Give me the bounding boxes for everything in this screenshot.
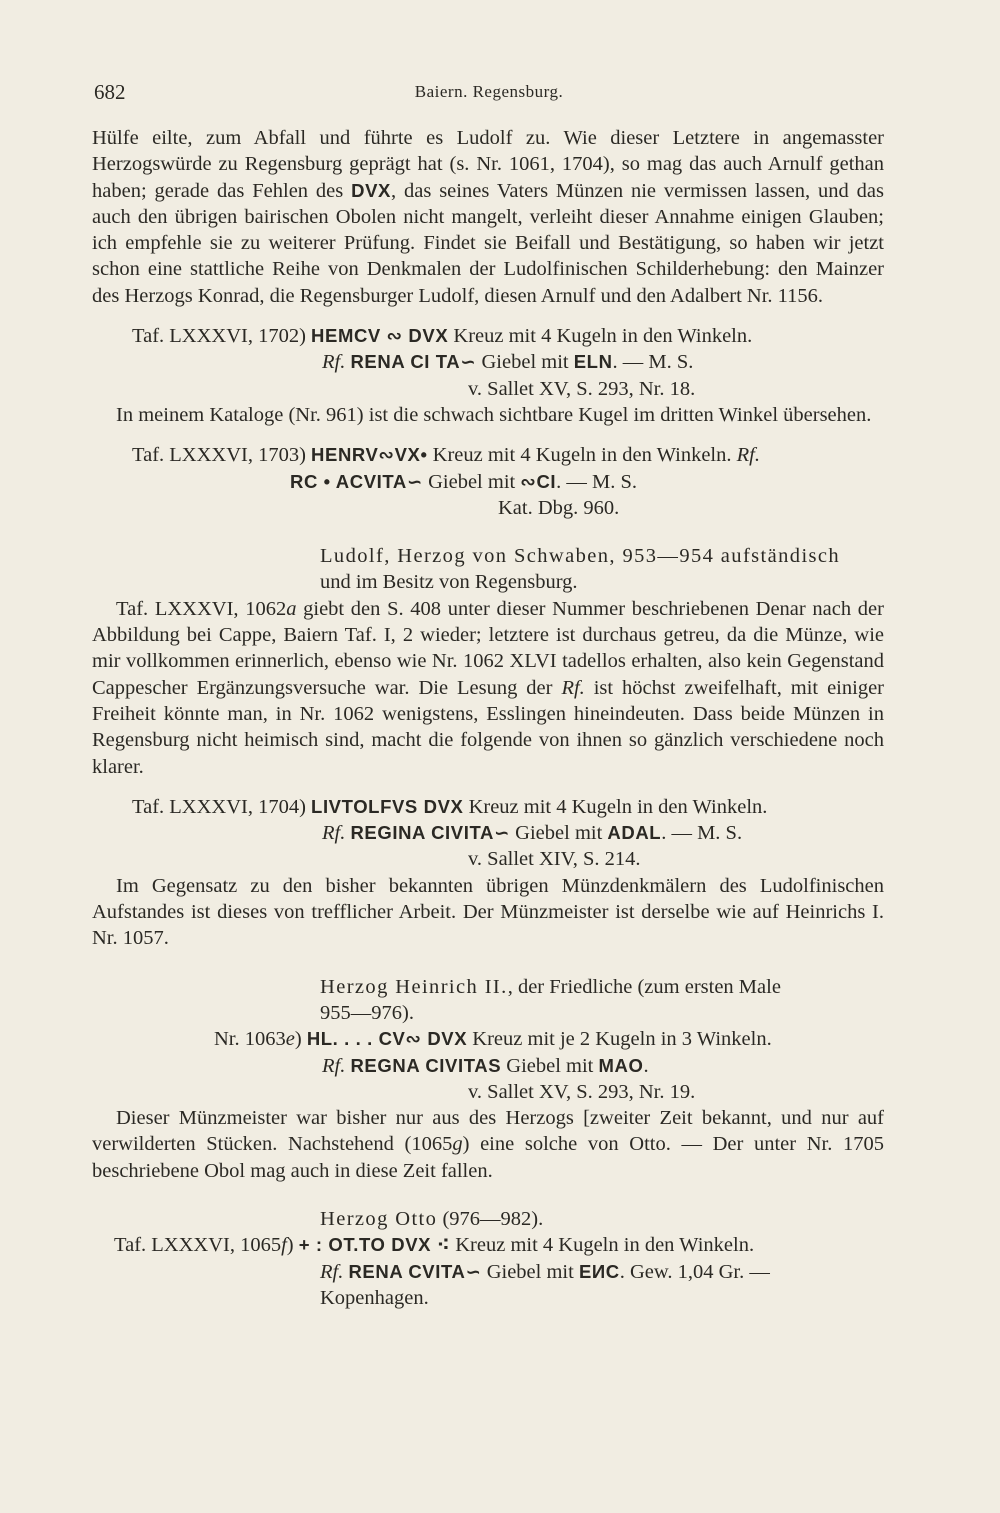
text: Giebel mit xyxy=(476,351,574,374)
source-reference: Kat. Dbg. 960. xyxy=(498,496,620,519)
entry-line xyxy=(92,820,884,846)
entry-line xyxy=(92,469,884,495)
section-heading xyxy=(92,1206,884,1232)
entry-1703 xyxy=(92,442,884,521)
entry-line xyxy=(92,323,884,349)
text: ) xyxy=(286,1234,294,1257)
heading-heinrich xyxy=(92,974,884,1027)
reverse-legend: ∾CI xyxy=(520,470,557,492)
text: e xyxy=(285,1028,295,1051)
text: . — M. S. xyxy=(556,470,638,493)
section-heading: Ludolf, Herzog von Schwaben, 953—954 aufständisch xyxy=(320,545,841,568)
entry-1702 xyxy=(92,323,884,402)
spacer xyxy=(92,428,884,442)
reverse-abbrev: Rf. xyxy=(322,351,346,374)
spacer xyxy=(92,1184,884,1206)
reverse-abbrev: Rf. xyxy=(320,1260,344,1283)
obverse-description: Kreuz mit je 2 Kugeln in 3 Winkeln. xyxy=(467,1028,772,1051)
reverse-legend: ADAL xyxy=(607,822,662,844)
entry-1063e xyxy=(92,1026,884,1105)
text: Giebel mit xyxy=(481,1260,579,1283)
entry-line xyxy=(92,1053,884,1079)
entry-1065f xyxy=(92,1232,884,1311)
text: g xyxy=(452,1133,463,1156)
text: , das seines Vaters Münzen nie vermissen lassen, und das auch den übrigen bairischen Obolen nicht mangelt, verleiht dieser Annahme einigen Glauben; ich empfehle sie zu weiterer Prüfung. Findet sie Beifall und Bestätigung, so haben wir jetzt schon eine stattliche Reihe von Denkmalen der Ludolfinischen Schilderhebung: den Mainzer des Herzogs Konrad, die Regensburger Ludolf, diesen Arnulf und den Adalbert Nr. 1156. xyxy=(92,179,884,307)
spacer xyxy=(92,780,884,794)
reverse-legend: ELN xyxy=(573,351,613,373)
reverse-legend: RENA CVITA∽ xyxy=(348,1260,482,1282)
section-heading-cont: und im Besitz von Regensburg. xyxy=(320,571,578,594)
plate-reference: Taf. LXXXVI, 1702) xyxy=(132,325,306,348)
obverse-legend: LIVTOLFVS DVX xyxy=(311,795,464,817)
obverse-legend: HENRV∾VX• xyxy=(311,444,428,466)
heading-otto xyxy=(92,1206,884,1232)
paragraph-4: Im Gegensatz zu den bisher bekannten übrigen Münzdenkmälern des Ludolfinischen Aufstandes ist dieses von trefflicher Arbeit. Der Münzmeister ist derselbe wie auf Heinrichs I. Nr. 1057. xyxy=(92,874,884,950)
obverse-description: Kreuz mit 4 Kugeln in den Winkeln. xyxy=(450,1234,755,1257)
obverse-legend: HEMCV ∾ DVX xyxy=(311,325,449,347)
ruler-name: Herzog Otto xyxy=(320,1207,438,1230)
section-heading-cont: 955—976). xyxy=(320,1001,414,1024)
running-title: Baiern. Regensburg. xyxy=(414,82,564,101)
text: Hülfe eilte, zum Abfall und führte es Ludolf zu. Wie dieser Letztere in angemasster Herzogswürde zu Regensburg geprägt hat (s. Nr. 1061, 1704), so mag das auch Arnulf gethan haben; gerade das Fehlen des xyxy=(92,127,884,202)
text: a xyxy=(286,597,297,620)
spacer xyxy=(92,309,884,323)
reverse-legend: REGINA CIVITA∽ xyxy=(350,822,511,844)
reverse-legend: RENA CI TA∽ xyxy=(350,351,477,373)
text: . Gew. 1,04 Gr. — xyxy=(619,1260,770,1283)
text: (976—982). xyxy=(437,1207,544,1230)
obverse-legend: HL. . . . CV∾ DVX xyxy=(306,1028,468,1050)
paragraph-2: In meinem Kataloge (Nr. 961) ist die schwach sichtbare Kugel im dritten Winkel übersehen. xyxy=(116,403,872,426)
coin-legend: DVX xyxy=(351,179,391,201)
text: Giebel mit xyxy=(422,470,521,493)
entry-line xyxy=(92,442,884,468)
plate-reference: Taf. LXXXVI, 1704) xyxy=(132,795,306,818)
text: Giebel mit xyxy=(501,1054,599,1077)
source-reference: Kopenhagen. xyxy=(320,1286,429,1309)
reverse-legend: RC • ACVITA∽ xyxy=(290,470,423,492)
entry-1704 xyxy=(92,794,884,873)
reverse-legend: EИC xyxy=(578,1260,620,1282)
page-header xyxy=(94,80,884,112)
source-reference: v. Sallet XV, S. 293, Nr. 19. xyxy=(468,1080,696,1103)
reverse-abbrev: Rf. xyxy=(322,822,346,845)
section-heading xyxy=(92,974,884,1000)
text: ist höchst zweifelhaft, mit einiger Freiheit könnte man, in Nr. 1062 wenigstens, Esslingen hineindeuten. Dass beide Münzen in Regensburg nicht heimisch sind, macht die folgende von ihnen so gänzlich verschiedene noch klarer. xyxy=(92,676,884,778)
text: ) xyxy=(294,1028,302,1051)
text: . xyxy=(643,1054,649,1077)
entry-line xyxy=(92,794,884,820)
plate-reference: Nr. 1063 xyxy=(214,1028,286,1051)
reverse-abbrev: Rf. xyxy=(322,1054,346,1077)
ruler-name: Herzog Heinrich II. xyxy=(320,975,508,998)
text: f xyxy=(281,1234,287,1257)
page-number: 682 xyxy=(94,80,126,104)
paragraph-1 xyxy=(92,125,884,309)
reverse-abbrev: Rf. xyxy=(736,444,760,467)
text: Giebel mit xyxy=(510,822,608,845)
text: . — M. S. xyxy=(612,351,694,374)
text: . — M. S. xyxy=(661,822,743,845)
page-body xyxy=(92,125,884,1311)
plate-reference: Taf. LXXXVI, 1703) xyxy=(132,444,306,467)
obverse-description: Kreuz mit 4 Kugeln in den Winkeln. xyxy=(463,795,768,818)
obverse-legend: + : OT.TO DVX ⁖ xyxy=(298,1234,451,1256)
reverse-abbrev: Rf. xyxy=(561,676,585,699)
paragraph-5 xyxy=(92,1105,884,1184)
paragraph-3 xyxy=(92,596,884,780)
spacer xyxy=(92,521,884,543)
text: Dieser Münzmeister war bisher nur aus des Herzogs [zweiter Zeit bekannt, und nur auf verwilderten Stücken. Nachstehend (1065 xyxy=(92,1107,884,1156)
text: , der Friedliche (zum ersten Male xyxy=(507,975,781,998)
entry-line xyxy=(92,349,884,375)
reverse-legend: REGNA CIVITAS xyxy=(350,1054,502,1076)
obverse-description: Kreuz mit 4 Kugeln in den Winkeln. xyxy=(427,444,737,467)
entry-line xyxy=(92,1259,884,1285)
entry-line xyxy=(92,1232,884,1258)
spacer xyxy=(92,952,884,974)
heading-ludolf xyxy=(92,543,884,596)
entry-line xyxy=(92,1026,884,1052)
plate-reference: Taf. LXXXVI, 1065 xyxy=(114,1234,282,1257)
source-reference: v. Sallet XIV, S. 214. xyxy=(468,848,641,871)
reverse-legend: MAO xyxy=(598,1054,644,1076)
text: ) eine solche von Otto. — Der unter Nr. 1705 beschriebene Obol mag auch in diese Zeit fallen. xyxy=(92,1133,884,1182)
text: Taf. LXXXVI, 1062 xyxy=(116,597,287,620)
obverse-description: Kreuz mit 4 Kugeln in den Winkeln. xyxy=(448,325,753,348)
source-reference: v. Sallet XV, S. 293, Nr. 18. xyxy=(468,377,696,400)
text: giebt den S. 408 unter dieser Nummer beschriebenen Denar nach der Abbildung bei Cappe, Baiern Taf. I, 2 wieder; letztere ist durchaus getreu, da die Münze, wie mir vollkommen erinnerlich, ebenso wie Nr. 1062 XLVI tadellos erhalten, also kein Gegenstand Cappescher Ergänzungsversuche war. Die Lesung der xyxy=(92,597,884,699)
